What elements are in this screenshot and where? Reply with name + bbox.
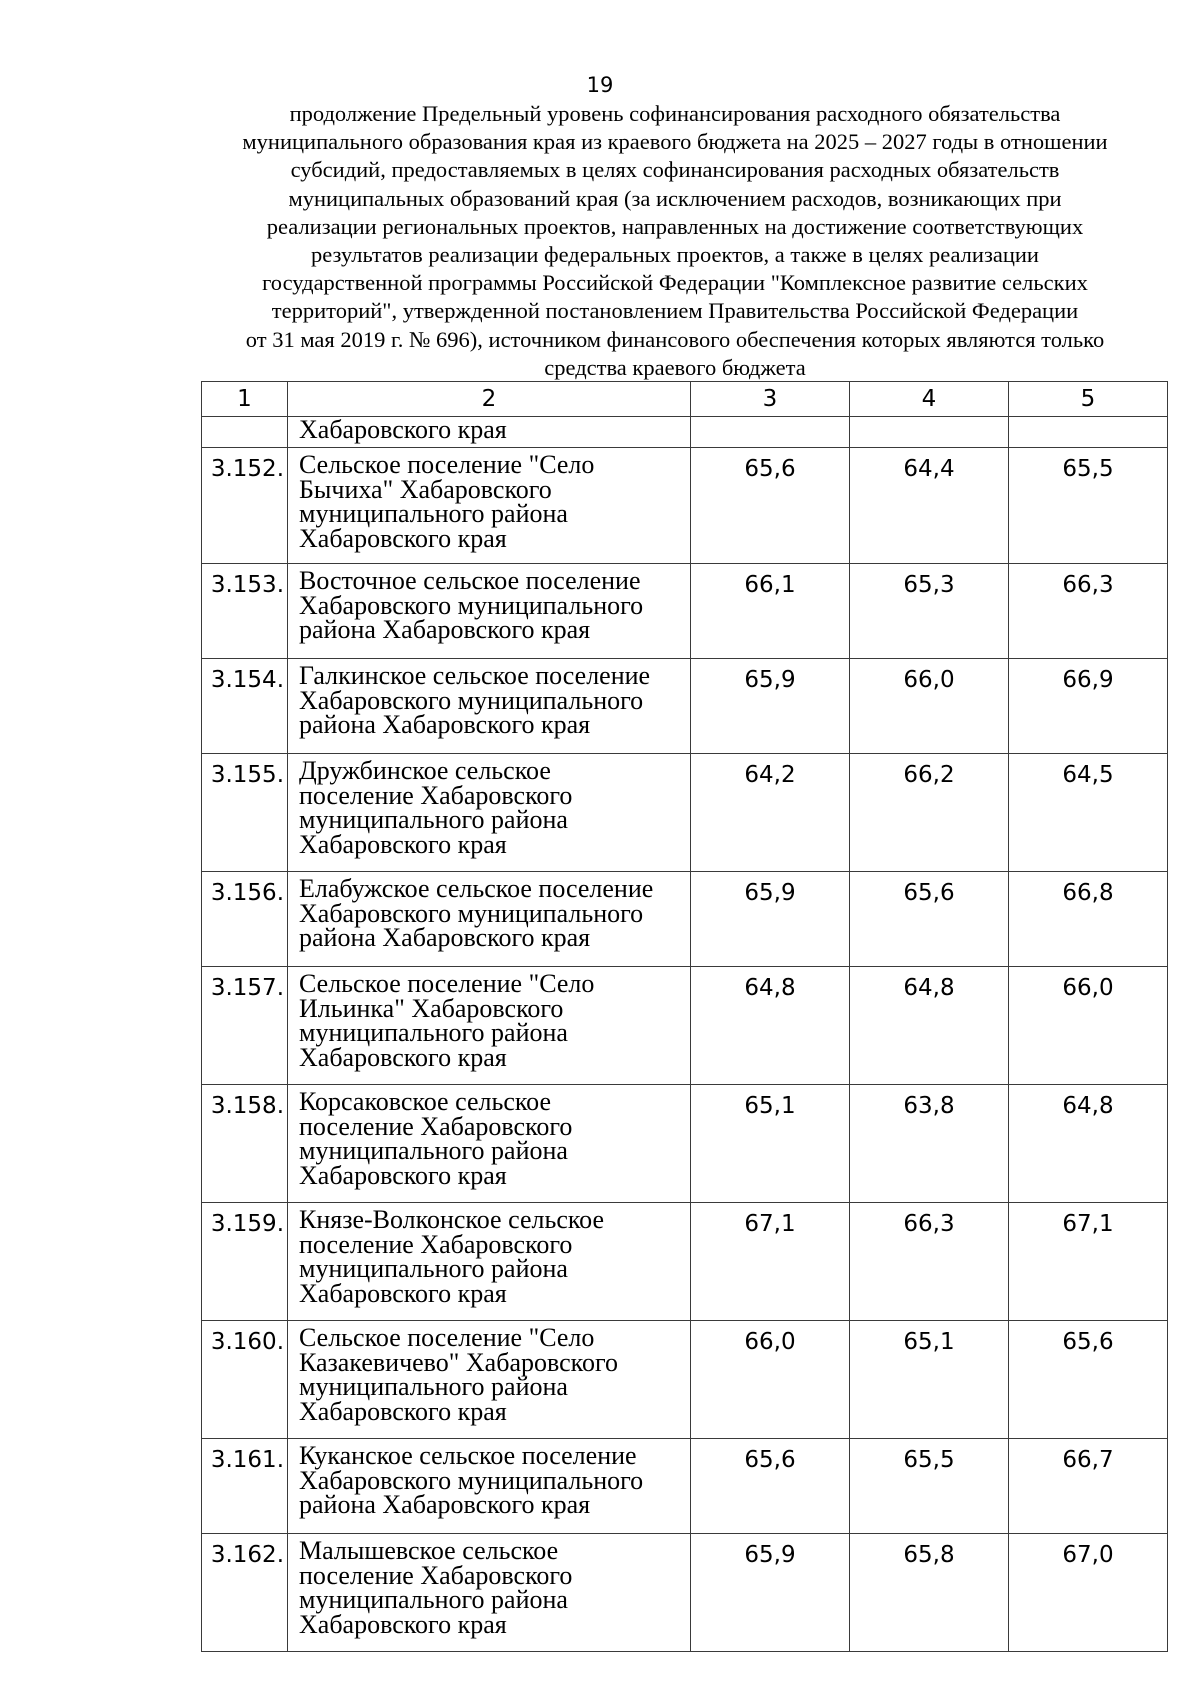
table-cell-num: 3.158.: [202, 1085, 288, 1203]
table-cell-num: 3.154.: [202, 659, 288, 754]
name-line: Дружбинское сельское: [299, 756, 551, 785]
table-cell-value: 65,5: [1009, 448, 1168, 564]
table-cell-value: 65,3: [850, 564, 1009, 659]
name-line: Корсаковское сельское: [299, 1087, 552, 1116]
column-header: 1: [202, 382, 288, 417]
table-cell-value: 65,1: [850, 1321, 1009, 1439]
document-heading: [180, 100, 1170, 382]
table-cell-name: [288, 417, 691, 448]
name-line: Сельское поселение "Село: [299, 450, 595, 479]
table-cell-num: [202, 417, 288, 448]
table-cell-value: 65,6: [691, 1439, 850, 1534]
table-cell-value: 67,1: [1009, 1203, 1168, 1321]
heading-line: муниципального образования края из краевого бюджета на 2025 – 2027 годы в отношении: [242, 129, 1108, 155]
name-line: Хабаровского края: [299, 523, 507, 553]
table-cell-name: [288, 754, 691, 872]
name-line: Казакевичево" Хабаровского: [299, 1347, 618, 1377]
table-cell-name: [288, 1321, 691, 1439]
table-cell-value: 66,1: [691, 564, 850, 659]
column-header: 4: [850, 382, 1009, 417]
table-cell-value: 63,8: [850, 1085, 1009, 1203]
table-cell-value: 64,2: [691, 754, 850, 872]
table-cell-name: [288, 564, 691, 659]
table-row: [202, 754, 1168, 872]
table-cell-value: 66,9: [1009, 659, 1168, 754]
column-header: 2: [288, 382, 691, 417]
table-cell-value: 65,9: [691, 659, 850, 754]
table-cell-num: 3.152.: [202, 448, 288, 564]
table-cell-value: 64,4: [850, 448, 1009, 564]
table-row: [202, 1085, 1168, 1203]
table-cell-value: 66,2: [850, 754, 1009, 872]
name-line: муниципального района: [299, 1372, 568, 1401]
name-line: Князе-Волконское сельское: [299, 1205, 605, 1234]
table-cell-value: 64,5: [1009, 754, 1168, 872]
table-cell-value: 64,8: [850, 967, 1009, 1085]
table-cell-name: [288, 967, 691, 1085]
table-cell-value: [850, 417, 1009, 448]
table-cell-value: 64,8: [1009, 1085, 1168, 1203]
table-cell-num: 3.157.: [202, 967, 288, 1085]
table-cell-value: 67,1: [691, 1203, 850, 1321]
name-line: Хабаровского края: [299, 1042, 507, 1072]
table-row: [202, 872, 1168, 967]
name-line: муниципального района: [299, 805, 568, 834]
name-line: Малышевское сельское: [299, 1536, 559, 1565]
table-cell-value: 65,6: [850, 872, 1009, 967]
table-row: [202, 448, 1168, 564]
table-cell-num: 3.153.: [202, 564, 288, 659]
name-line: Хабаровского муниципального: [299, 590, 644, 620]
table-row: [202, 1203, 1168, 1321]
table-cell-value: 66,0: [1009, 967, 1168, 1085]
name-line: Елабужское сельское поселение: [299, 874, 654, 903]
table-cell-value: 67,0: [1009, 1534, 1168, 1652]
table-cell-name: [288, 1439, 691, 1534]
name-line: Хабаровского края: [299, 1396, 507, 1426]
name-line: Восточное сельское поселение: [299, 566, 641, 595]
name-line: муниципального района: [299, 1018, 568, 1047]
name-line: Сельское поселение "Село: [299, 969, 595, 998]
table-cell-value: 65,6: [1009, 1321, 1168, 1439]
page-number: 19: [586, 73, 614, 97]
table-cell-value: 66,8: [1009, 872, 1168, 967]
name-line: Куканское сельское поселение: [299, 1441, 637, 1470]
table-row: [202, 967, 1168, 1085]
heading-line: государственной программы Российской Федерации "Комплексное развитие сельских: [262, 270, 1088, 296]
heading-line: реализации региональных проектов, направленных на достижение соответствующих: [266, 213, 1084, 239]
table-cell-num: 3.160.: [202, 1321, 288, 1439]
name-line: Хабаровского муниципального: [299, 898, 644, 928]
heading-line: средства краевого бюджета: [544, 354, 806, 380]
continuation-row: [202, 417, 1168, 448]
heading-line: результатов реализации федеральных проектов, а также в целях реализации: [311, 242, 1039, 268]
table-cell-value: 66,3: [850, 1203, 1009, 1321]
table-row: [202, 659, 1168, 754]
cofinancing-table: [201, 381, 1168, 1652]
name-line: муниципального района: [299, 1254, 568, 1283]
name-line: района Хабаровского края: [299, 710, 591, 739]
table-cell-name: [288, 659, 691, 754]
table-cell-value: 64,8: [691, 967, 850, 1085]
name-line: Хабаровского муниципального: [299, 1465, 644, 1495]
table-cell-value: 65,1: [691, 1085, 850, 1203]
heading-line: муниципальных образований края (за исключением расходов, возникающих при: [288, 185, 1062, 211]
table-cell-value: 65,6: [691, 448, 850, 564]
heading-line: территорий", утвержденной постановлением Правительства Российской Федерации: [271, 298, 1079, 324]
table-cell-name: [288, 1085, 691, 1203]
name-line: района Хабаровского края: [299, 1490, 591, 1519]
table-cell-num: 3.161.: [202, 1439, 288, 1534]
column-header: 3: [691, 382, 850, 417]
table-cell-value: 66,0: [691, 1321, 850, 1439]
table-cell-value: 66,0: [850, 659, 1009, 754]
table-cell-name: [288, 1203, 691, 1321]
table-cell-name: [288, 448, 691, 564]
table-cell-value: 66,3: [1009, 564, 1168, 659]
name-line: муниципального района: [299, 1136, 568, 1165]
table-cell-name: [288, 1534, 691, 1652]
table-cell-value: 66,7: [1009, 1439, 1168, 1534]
table-row: [202, 1321, 1168, 1439]
table-cell-value: 65,9: [691, 872, 850, 967]
heading-line: продолжение Предельный уровень софинансирования расходного обязательства: [289, 101, 1061, 126]
name-line: Бычиха" Хабаровского: [299, 474, 552, 504]
name-line: поселение Хабаровского: [299, 780, 573, 810]
name-line: поселение Хабаровского: [299, 1111, 573, 1141]
name-line: района Хабаровского края: [299, 615, 591, 644]
table-row: [202, 1439, 1168, 1534]
table-cell-value: 65,5: [850, 1439, 1009, 1534]
table-cell-num: 3.156.: [202, 872, 288, 967]
table-cell-num: 3.155.: [202, 754, 288, 872]
heading-line: от 31 мая 2019 г. № 696), источником финансового обеспечения которых являются только: [245, 326, 1105, 352]
table-cell-value: 65,8: [850, 1534, 1009, 1652]
name-line: муниципального района: [299, 499, 568, 528]
name-line: поселение Хабаровского: [299, 1229, 573, 1259]
name-line: района Хабаровского края: [299, 923, 591, 952]
table-cell-value: [1009, 417, 1168, 448]
name-line: Хабаровского края: [299, 415, 507, 444]
table-cell-value: [691, 417, 850, 448]
name-line: Хабаровского края: [299, 829, 507, 859]
name-line: Хабаровского края: [299, 1160, 507, 1190]
name-line: Хабаровского края: [299, 1609, 507, 1639]
table-row: [202, 1534, 1168, 1652]
table-header-row: [202, 382, 1168, 417]
column-header: 5: [1009, 382, 1168, 417]
table-cell-num: 3.162.: [202, 1534, 288, 1652]
name-line: муниципального района: [299, 1585, 568, 1614]
table-cell-num: 3.159.: [202, 1203, 288, 1321]
name-line: Хабаровского муниципального: [299, 685, 644, 715]
name-line: Хабаровского края: [299, 1278, 507, 1308]
name-line: Ильинка" Хабаровского: [299, 993, 564, 1023]
name-line: поселение Хабаровского: [299, 1560, 573, 1590]
heading-line: субсидий, предоставляемых в целях софинансирования расходных обязательств: [290, 157, 1060, 183]
table-cell-name: [288, 872, 691, 967]
name-line: Сельское поселение "Село: [299, 1323, 595, 1352]
table-row: [202, 564, 1168, 659]
name-line: Галкинское сельское поселение: [299, 661, 651, 690]
table-cell-value: 65,9: [691, 1534, 850, 1652]
